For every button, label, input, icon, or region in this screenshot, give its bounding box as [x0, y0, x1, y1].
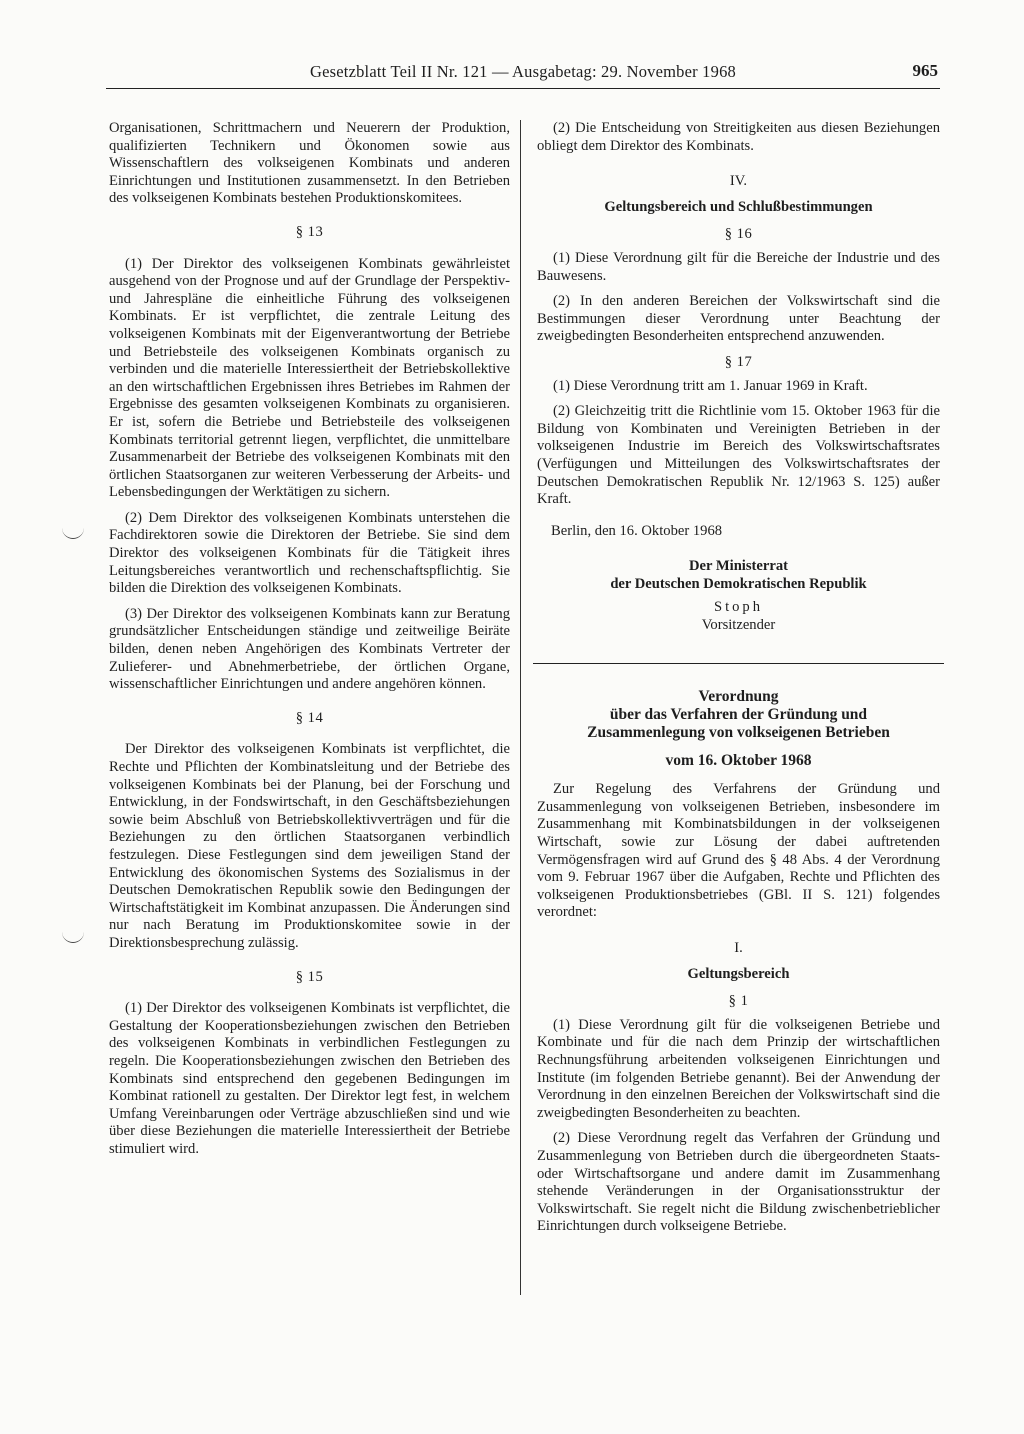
decree-title	[537, 688, 940, 742]
section-heading-17: § 17	[724, 353, 753, 370]
paragraph: (2) Diese Verordnung regelt das Verfahren der Gründung und Zusammenlegung von Betrieben durch die übergeordneten Staats- oder Wirtschaftsorgane und andere damit im Zusammenhang stehende Veränderungen in der Organisationsstruktur der Volkswirtschaft. Sie regelt nicht die Bildung zwischenbetrieblicher Einrichtungen durch volkseigene Betriebe.	[537, 1130, 940, 1235]
part-number: IV.	[729, 173, 748, 190]
running-head	[106, 60, 940, 89]
paragraph: (2) Dem Direktor des volkseigenen Kombinats unterstehen die Fachdirektoren sowie die Direktoren der Betriebe. Sie sind dem Direktor des volkseigenen Kombinats für die Tätigkeit ihres Leitungsbereiches verantwortlich und rechenschaftspflichtig. Sie bilden die Direktion des volkseigenen Kombinats.	[109, 509, 510, 597]
paragraph: Der Direktor des volkseigenen Kombinats ist verpflichtet, die Rechte und Pflichten der Kombinatsleitung und der Betriebe des volkseigenen Kombinats bei der Planung, bei der Forschung und Entwicklung, in der Fondswirtschaft, in den Geschäftsbeziehungen sowie beim Abschluß von Betriebskollektivverträgen und für die Beziehungen zu den örtlichen Staatsorganen verbindlich festzulegen. Diese Festlegungen sind dem jeweiligen Stand der Entwicklung des ökonomischen Systems des Sozialismus in der Deutschen Demokratischen Republik sowie den Bedingungen der Wirtschaftstätigkeit im Kombinat anzupassen. Die Änderungen sind nur nach Beratung im Produktionskomitee sowie in der Direktionsbesprechung zulässig.	[109, 741, 510, 951]
paragraph: (1) Diese Verordnung tritt am 1. Januar 1969 in Kraft.	[553, 377, 868, 394]
margin-mark	[62, 932, 84, 943]
paragraph: (2) Gleichzeitig tritt die Richtlinie vom 15. Oktober 1963 für die Bildung von Kombinaten und Vereinigten Betrieben in der volkseigenen Industrie im Bereich des Volkswirtschaftsrates (Verfügungen und Mitteilungen des Volkswirtschaftsrates der Deutschen Demokratischen Republik Nr. 12/1963 S. 125) außer Kraft.	[537, 403, 940, 508]
paragraph: (1) Der Direktor des volkseigenen Kombinats gewährleistet ausgehend von der Prognose und auf der Grundlage der Perspektiv- und Jahrespläne die einheitliche Führung des volkseigenen Kombinats. Er ist verpflichtet, die zentrale Leitung des volkseigenen Kombinats mit der Eigenverantwortung der Betriebe und Betriebsteile des volkseigenen Kombinats organisch zu verbinden und die materielle Interessiertheit der Betriebskollektive an den wirtschaftlichen Ergebnissen ihres Betriebes im Rahmen der Ergebnisse des gesamten volkseigenen Kombinats zu organisieren. Er ist, sofern die Betriebe und Betriebsteile des volkseigenen Kombinats territorial getrennt liegen, verpflichtet, die unmittelbare Zusammenarbeit der Betriebe des volkseigenen Kombinats mit den örtlichen Staatsorganen zur weiteren Verbesserung der Arbeits- und Lebensbedingungen der Werktätigen zu sichern.	[109, 255, 510, 501]
section-heading-13: § 13	[295, 223, 324, 240]
gazette-issue-title: Gesetzblatt Teil II Nr. 121 — Ausgabetag: 29. November 1968	[310, 62, 736, 81]
column-divider	[520, 120, 521, 1295]
section-heading-1: § 1	[728, 993, 749, 1010]
section-heading-14: § 14	[295, 709, 324, 726]
left-column	[109, 120, 510, 1158]
paragraph: (1) Der Direktor des volkseigenen Kombinats ist verpflichtet, die Gestaltung der Kooperationsbeziehungen zwischen den Betrieben des volkseigenen Kombinats in verbindlichen Festlegungen zu regeln. Die Kooperationsbeziehungen zwischen den Betrieben des Kombinats sind entsprechend den gegebenen Bedingungen im Kombinat rationell zu gestalten. Der Direktor legt fest, in welchem Umfang Vereinbarungen oder Verträge abzuschließen sind und wie über diese Beziehungen die materielle Interessiertheit der Betriebe stimuliert wird.	[109, 1000, 510, 1157]
decree-title-line: über das Verfahren der Gründung und	[609, 705, 868, 723]
margin-mark	[62, 528, 84, 539]
page-number: 965	[912, 61, 938, 80]
part-title: Geltungsbereich und Schlußbestimmungen	[604, 198, 873, 215]
signatory-role: Vorsitzender	[701, 617, 776, 634]
part-number: I.	[734, 940, 743, 956]
decree-title-line: Verordnung	[698, 687, 779, 705]
preamble: Zur Regelung des Verfahrens der Gründung und Zusammenlegung von volkseigenen Betrieben, insbesondere im Zusammenhang mit Kombinatsbildungen in der volkseigenen Wirtschaft, sowie zur Lösung der dabei auftretenden Vermögensfragen wird auf Grund des § 48 Abs. 4 der Verordnung vom 9. Februar 1967 über die Aufgaben, Rechte und Pflichten des volkseigenen Produktionsbetriebes (GBl. II S. 121) folgendes verordnet:	[537, 781, 940, 921]
decree-title-line: Zusammenlegung von volkseigenen Betrieben	[587, 723, 890, 741]
signatory-name: Stoph	[713, 599, 764, 616]
signatory-organ: Der Ministerrat	[688, 558, 788, 575]
right-column	[537, 120, 940, 1236]
decree-date: vom 16. Oktober 1968	[665, 751, 812, 769]
part-title: Geltungsbereich	[687, 965, 790, 982]
continued-paragraph: Organisationen, Schrittmachern und Neuerern der Produktion, qualifizierten Technikern und Ökonomen sowie aus Wissenschaftlern des volkseigenen Kombinats und anderen Einrichtungen und Institutionen zusammensetzt. In den Betrieben des volkseigenen Kombinats bestehen Produktionskomitees.	[109, 120, 510, 207]
section-divider	[533, 663, 944, 664]
paragraph: (1) Diese Verordnung gilt für die volkseigenen Betriebe und Kombinate und für die nach dem Prinzip der wirtschaftlichen Rechnungsführung arbeitenden volkseigenen Einrichtungen und Institute (im folgenden Betriebe genannt). Bei der Anwendung der Verordnung in den einzelnen Bereichen der Volkswirtschaft sind die zweigbedingten Besonderheiten zu beachten.	[537, 1016, 940, 1121]
paragraph: (2) In den anderen Bereichen der Volkswirtschaft sind die Bestimmungen dieser Verordnung unter Beachtung der zweigbedingten Besonderheiten entsprechend anzuwenden.	[537, 293, 940, 345]
paragraph: (1) Diese Verordnung gilt für die Bereiche der Industrie und des Bauwesens.	[537, 249, 940, 284]
place-and-date: Berlin, den 16. Oktober 1968	[551, 522, 723, 539]
section-heading-16: § 16	[724, 226, 753, 243]
paragraph: (3) Der Direktor des volkseigenen Kombinats kann zur Beratung grundsätzlicher Entscheidungen ständige und zeitweilige Beiräte bilden, denen neben Angehörigen des Kombinats Vertreter der Zulieferer- und Abnehmerbetriebe, der örtlichen Organe, wissenschaftlicher Einrichtungen und andere angehören können.	[109, 605, 510, 693]
signatory-organ: der Deutschen Demokratischen Republik	[610, 575, 867, 592]
paragraph: (2) Die Entscheidung von Streitigkeiten aus diesen Beziehungen obliegt dem Direktor des Kombinats.	[537, 120, 940, 154]
section-heading-15: § 15	[295, 968, 324, 985]
